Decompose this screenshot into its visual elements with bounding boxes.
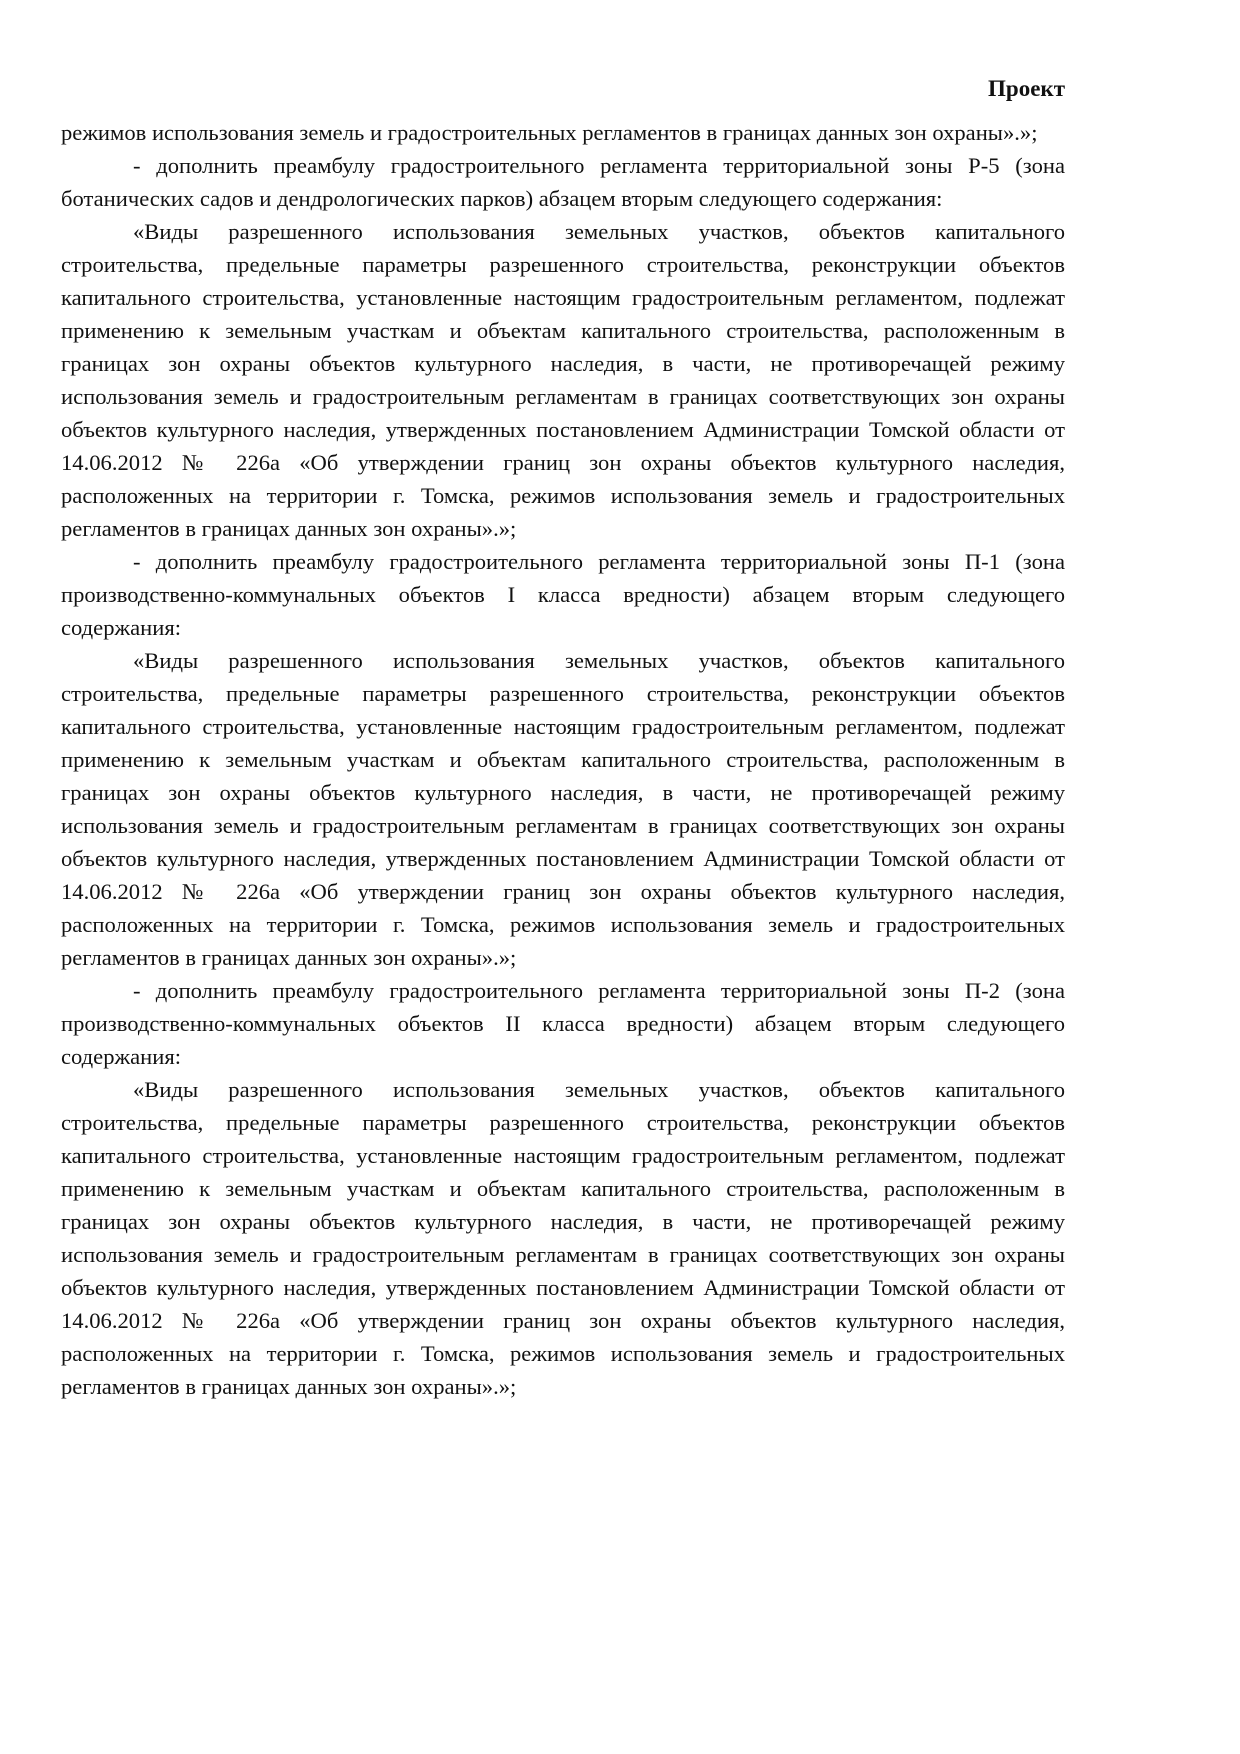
paragraph-amendment-p2: - дополнить преамбулу градостроительного регламента территориальной зоны П-2 (зона производственно-коммунальных объектов II класса вредности) абзацем вторым следующего содержания: (61, 978, 1065, 1069)
paragraph-quote-p1: «Виды разрешенного использования земельных участков, объектов капитального строительства, предельные параметры разрешенного строительства, реконструкции объектов капитального строительства, установленные настоящим градостроительным регламентом, подлежат применению к земельным участкам и объектам капитального строительства, расположенным в границах зон охраны объектов культурного наследия, в части, не противоречащей режиму использования земель и градостроительным регламентам в границах соответствующих зон охраны объектов культурного наследия, утвержденных постановлением Администрации Томской области от 14.06.2012 № 226а «Об утверждении границ зон охраны объектов культурного наследия, расположенных на территории г. Томска, режимов использования земель и градостроительных регламентов в границах данных зон охраны».»; (61, 648, 1065, 970)
draft-label: Проект (988, 76, 1065, 101)
paragraph-quote-r5: «Виды разрешенного использования земельных участков, объектов капитального строительства, предельные параметры разрешенного строительства, реконструкции объектов капитального строительства, установленные настоящим градостроительным регламентом, подлежат применению к земельным участкам и объектам капитального строительства, расположенным в границах зон охраны объектов культурного наследия, в части, не противоречащей режиму использования земель и градостроительным регламентам в границах соответствующих зон охраны объектов культурного наследия, утвержденных постановлением Администрации Томской области от 14.06.2012 № 226а «Об утверждении границ зон охраны объектов культурного наследия, расположенных на территории г. Томска, режимов использования земель и градостроительных регламентов в границах данных зон охраны».»; (61, 219, 1065, 541)
document-page (61, 72, 1065, 1403)
paragraph-quote-p2: «Виды разрешенного использования земельных участков, объектов капитального строительства, предельные параметры разрешенного строительства, реконструкции объектов капитального строительства, установленные настоящим градостроительным регламентом, подлежат применению к земельным участкам и объектам капитального строительства, расположенным в границах зон охраны объектов культурного наследия, в части, не противоречащей режиму использования земель и градостроительным регламентам в границах соответствующих зон охраны объектов культурного наследия, утвержденных постановлением Администрации Томской области от 14.06.2012 № 226а «Об утверждении границ зон охраны объектов культурного наследия, расположенных на территории г. Томска, режимов использования земель и градостроительных регламентов в границах данных зон охраны».»; (61, 1077, 1065, 1399)
paragraph-amendment-p1: - дополнить преамбулу градостроительного регламента территориальной зоны П-1 (зона производственно-коммунальных объектов I класса вредности) абзацем вторым следующего содержания: (61, 549, 1065, 640)
paragraph-continuation: режимов использования земель и градостроительных регламентов в границах данных зон охраны».»; (61, 120, 1038, 145)
paragraph-amendment-r5: - дополнить преамбулу градостроительного регламента территориальной зоны Р-5 (зона ботанических садов и дендрологических парков) абзацем вторым следующего содержания: (61, 153, 1065, 211)
